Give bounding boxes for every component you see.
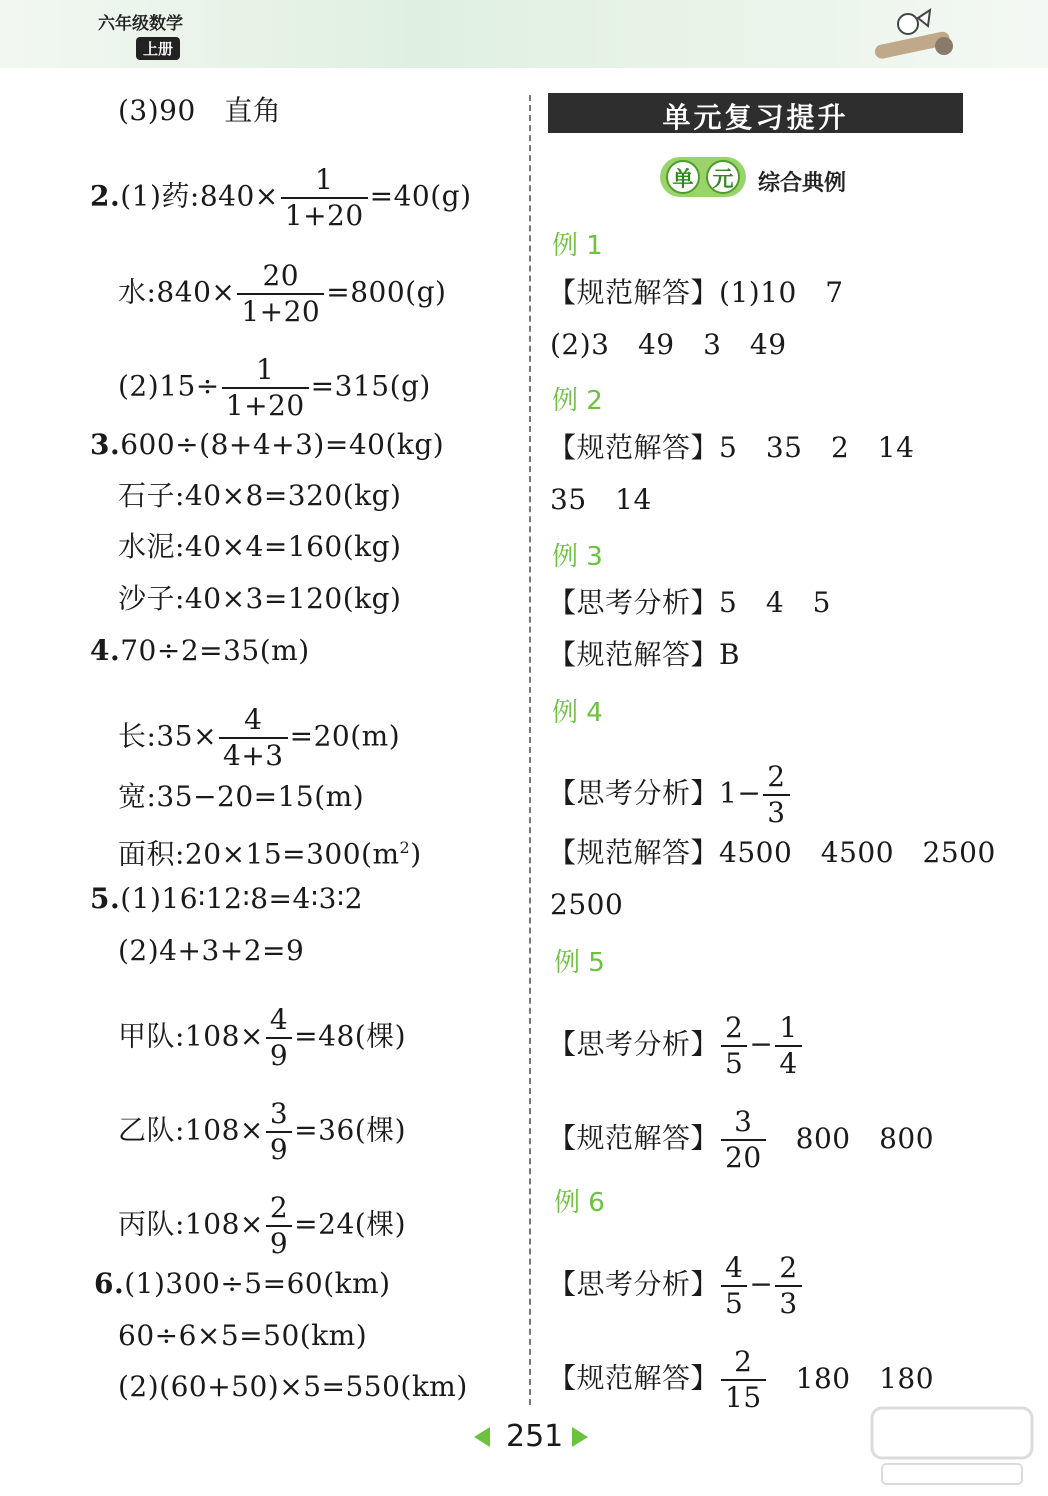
answer-line: 【思考分析】1− $\frac{2}{3}$ xyxy=(548,763,792,827)
answer-line: 6.(1)300÷5=60(km) xyxy=(94,1267,391,1300)
answer-line: (2)(60+50)×5=550(km) xyxy=(118,1370,468,1403)
example-label: 例 3 xyxy=(552,542,603,572)
fraction: $\frac{2}{3}$ xyxy=(775,1254,801,1318)
answer-line: 【规范解答】(1)10 7 xyxy=(548,276,844,309)
answer-line: 乙队:108× $\frac{3}{9}$ =36(棵) xyxy=(118,1097,407,1166)
answer-line: 水泥:40×4=160(kg) xyxy=(118,530,402,563)
answer-line: 【思考分析】 $\frac{2}{5}$ − $\frac{1}{4}$ xyxy=(548,1014,804,1078)
answer-line: (2)15÷ $\frac{1}{1+20}$ =315(g) xyxy=(118,353,431,422)
fraction: $\frac{4}{9}$ xyxy=(266,1006,292,1070)
example-label: 例 2 xyxy=(552,386,603,416)
answer-line: 【规范解答】5 35 2 14 xyxy=(548,431,915,464)
example-label: 例 4 xyxy=(552,698,603,728)
fraction: $\frac{2}{3}$ xyxy=(763,763,789,827)
answer-line: 3.600÷(8+4+3)=40(kg) xyxy=(90,428,445,461)
prev-arrow-icon xyxy=(474,1427,490,1447)
example-label: 例 5 xyxy=(554,948,605,978)
fraction: $\frac{2}{15}$ xyxy=(721,1348,766,1412)
column-divider xyxy=(529,95,531,1405)
fraction: $\frac{1}{1+20}$ xyxy=(281,166,368,230)
answer-line: 长:35× $\frac{4}{4+3}$ =20(m) xyxy=(118,703,401,772)
fraction: $\frac{1}{4}$ xyxy=(775,1014,801,1078)
answer-line: 【思考分析】 $\frac{4}{5}$ − $\frac{2}{3}$ xyxy=(548,1254,804,1318)
answer-line: 石子:40×8=320(kg) xyxy=(118,479,402,512)
answer-line: 丙队:108× $\frac{2}{9}$ =24(棵) xyxy=(118,1191,407,1260)
fraction: $\frac{2}{5}$ xyxy=(721,1014,747,1078)
fraction: $\frac{3}{20}$ xyxy=(721,1108,766,1172)
answer-line: 宽:35−20=15(m) xyxy=(118,780,365,813)
next-arrow-icon xyxy=(572,1427,588,1447)
answer-line: (2)4+3+2=9 xyxy=(118,934,305,967)
fraction: $\frac{1}{1+20}$ xyxy=(222,356,309,420)
answer-line: 35 14 xyxy=(550,483,652,516)
fraction: $\frac{20}{1+20}$ xyxy=(237,262,324,326)
fraction: $\frac{2}{9}$ xyxy=(266,1194,292,1258)
book-title: 六年级数学 xyxy=(98,14,183,34)
fraction: $\frac{4}{5}$ xyxy=(721,1254,747,1318)
answer-line: 【规范解答】4500 4500 2500 xyxy=(548,836,996,869)
answer-line: 2.(1)药:840× $\frac{1}{1+20}$ =40(g) xyxy=(90,163,472,232)
volume-badge: 上册 xyxy=(136,37,180,60)
answer-line: 沙子:40×3=120(kg) xyxy=(118,582,402,615)
page-number: 251 xyxy=(506,1419,564,1454)
reading-mascot-icon xyxy=(868,4,958,64)
answer-line: 面积$:20\times 15=300(m^2)$ xyxy=(118,837,422,871)
answer-line: 水:840× $\frac{20}{1+20}$ =800(g) xyxy=(118,259,447,328)
answer-line: 2500 xyxy=(550,888,624,921)
answer-line: 60÷6×5=50(km) xyxy=(118,1319,368,1352)
answer-line: (3)90 直角 xyxy=(118,94,282,127)
answer-line: 甲队:108× $\frac{4}{9}$ =48(棵) xyxy=(118,1003,407,1072)
watermark-logo-icon xyxy=(862,1400,1042,1490)
answer-line: (2)3 49 3 49 xyxy=(550,328,787,361)
answer-line: 【规范解答】 $\frac{2}{15}$ 180 180 xyxy=(548,1345,935,1414)
answer-line: 5.(1)16∶12∶8=4∶3∶2 xyxy=(90,882,364,915)
example-label: 例 6 xyxy=(554,1188,605,1218)
example-label: 例 1 xyxy=(552,231,603,261)
answer-line: 【思考分析】5 4 5 xyxy=(548,586,831,619)
fraction: $\frac{3}{9}$ xyxy=(266,1100,292,1164)
answer-line: 【规范解答】B xyxy=(548,638,741,671)
section-title-bar: 单元复习提升 xyxy=(548,93,963,133)
answer-line: 4.70÷2=35(m) xyxy=(90,634,310,667)
answer-line: 【规范解答】 $\frac{3}{20}$ 800 800 xyxy=(548,1105,935,1174)
fraction: $\frac{4}{4+3}$ xyxy=(219,706,288,770)
